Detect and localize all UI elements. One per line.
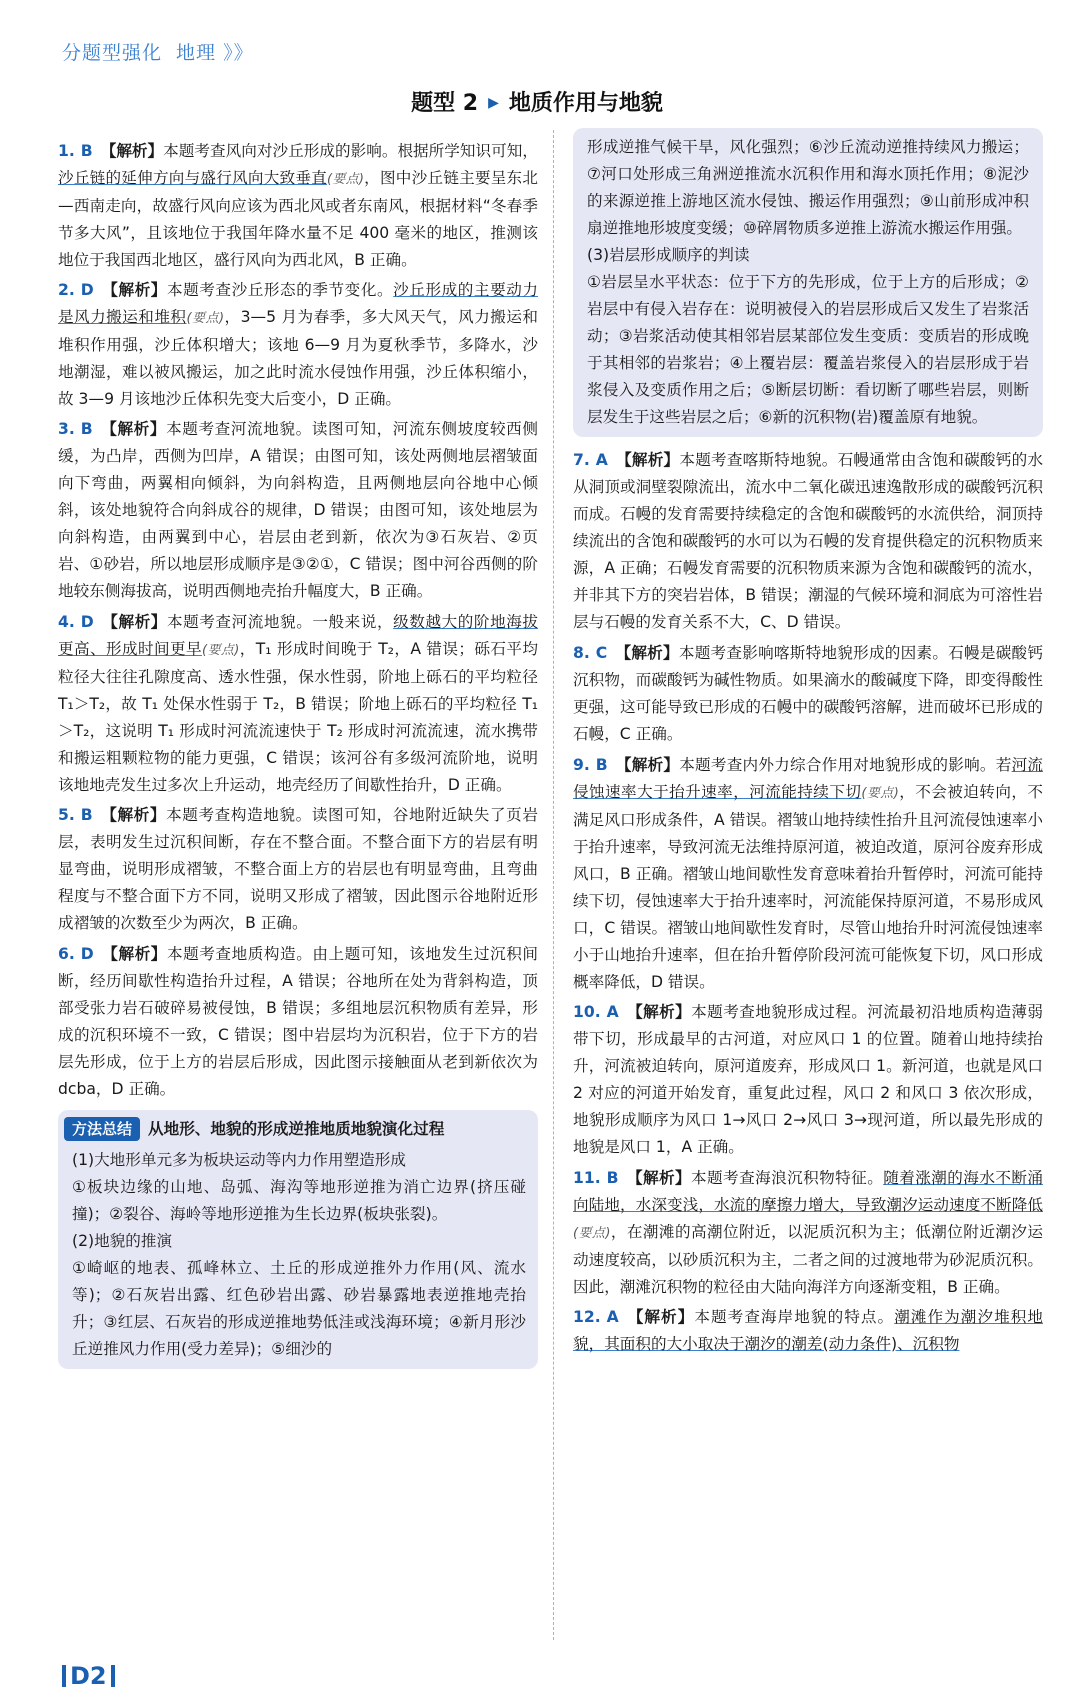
answer-item	[58, 609, 538, 799]
answer-letter: A	[606, 1003, 619, 1021]
answer-letter: B	[80, 806, 93, 824]
answer-letter: D	[80, 613, 94, 631]
analysis-text-cont: ，T₁ 形成时间晚于 T₂，A 错误；砾石平均粒径大往往孔隙度高、透水性强，保水性弱，阶地上砾石的平均粒径 T₁＞T₂，故 T₁ 处保水性弱于 T₂，B 错误；阶地上砾石的平均粒径 T₁＞T₂，这说明 T₁ 形成时河流流速快于 T₂ 形成时河流流速，流水携带和搬运粗颗粒物的能力更强，C 错误；该河谷有多级河流阶地，说明该地地壳发生过多次上升运动，地壳经历了间歇性抬升，D 正确。	[58, 640, 538, 794]
analysis-text: 本题考查河流地貌。一般来说，	[166, 613, 394, 631]
analysis-text: 本题考查风向对沙丘形成的影响。根据所学知识可知，	[163, 142, 538, 160]
method-line: (2)地貌的推演	[72, 1232, 173, 1250]
title-type: 题型 2	[411, 91, 479, 116]
answer-item	[58, 138, 538, 274]
method-line: (1)大地形单元多为板块运动等内力作用塑造形成	[72, 1151, 406, 1169]
series-header	[62, 38, 254, 65]
item-number: 10.	[573, 1003, 601, 1021]
title-name: 地质作用与地貌	[508, 91, 663, 116]
page-number	[58, 1662, 119, 1690]
analysis-text: 本题考查河流地貌。读图可知，河流东侧坡度较西侧缓，为凸岸，西侧为凹岸，A 错误；由图可知，该处两侧地层褶皱面向下弯曲，两翼相向倾斜，为向斜构造，且两侧地层向谷地中心倾斜，该处地貌符合向斜成谷的规律，D 错误；由图可知，该处地层为向斜构造，由两翼到中心，岩层由老到新，依次为③石灰岩、②页岩、①砂岩，所以地层形成顺序是③②①，C 错误；图中河谷西侧的阶地较东侧海拔高，说明西侧地壳抬升幅度大，B 正确。	[58, 420, 538, 600]
analysis-tag: 【解析】	[100, 142, 164, 160]
answer-letter: A	[595, 451, 608, 469]
column-divider	[553, 130, 555, 1640]
answer-item	[58, 802, 538, 938]
analysis-text: 本题考查海浪沉积物特征。	[691, 1169, 884, 1187]
analysis-text-cont: ，3—5 月为春季，多大风天气，风力搬运和堆积作用强，沙丘体积增大；该地 6—9 月为夏秋季节，多降水，沙地潮湿，难以被风搬运，加之此时流水侵蚀作用强，沙丘体积缩小，故 3—9 月该地沙丘体积先变大后变小，D 正确。	[58, 308, 538, 408]
series-label: 分题型强化	[62, 42, 163, 64]
analysis-tag: 【解析】	[626, 1169, 692, 1187]
item-number: 8.	[573, 644, 590, 662]
page-title	[0, 86, 1074, 117]
item-number: 3.	[58, 420, 75, 438]
answer-letter: A	[606, 1308, 619, 1326]
page-bar-right	[111, 1665, 115, 1687]
item-number: 4.	[58, 613, 75, 631]
key-point-text: 沙丘链的延伸方向与盛行风向大致垂直	[58, 169, 328, 187]
answer-item	[573, 999, 1043, 1162]
analysis-text-cont: ，图中沙丘链主要呈东北—西南走向，故盛行风向应该为西北风或者东南风，根据材料“冬春季节多大风”，且该地位于我国年降水量不足 400 毫米的地区，推测该地位于我国西北地区，盛行风向为西北风，B 正确。	[58, 169, 538, 269]
answer-item	[573, 1304, 1043, 1359]
answer-letter: D	[80, 945, 94, 963]
key-point-marker: (要点)	[861, 786, 899, 801]
item-number: 12.	[573, 1308, 601, 1326]
right-column	[573, 128, 1043, 1362]
item-number: 2.	[58, 281, 75, 299]
analysis-text: 本题考查沙丘形态的季节变化。	[166, 281, 394, 299]
answer-item	[573, 640, 1043, 749]
analysis-text: 本题考查喀斯特地貌。石幔通常由含饱和碳酸钙的水从洞顶或洞壁裂隙流出，流水中二氧化碳迅速逸散形成的碳酸钙沉积而成。石幔的发育需要持续稳定的含饱和碳酸钙的水流供给，洞顶持续流出的含饱和碳酸钙的水可以为石幔的发育提供稳定的沉积物质来源，A 正确；石幔发育需要的沉积物质来源为含饱和碳酸钙的流水，并非其下方的突岩岩体，B 错误；潮湿的气候环境和洞底为可溶性岩层与石幔的发育关系不大，C、D 错误。	[573, 451, 1043, 631]
key-point-text: 河流侵蚀速率大于抬升速率，河流能持续下切	[573, 756, 1043, 801]
analysis-tag: 【解析】	[626, 1308, 695, 1326]
answer-letter: B	[606, 1169, 619, 1187]
key-point-text: 沙丘形成的主要动力是风力搬运和堆积	[58, 281, 538, 326]
answer-item	[573, 1165, 1043, 1301]
analysis-text: 本题考查影响喀斯特地貌形成的因素。石幔是碳酸钙沉积物，而碳酸钙为碱性物质。如果滴水的酸碱度下降，即变得酸性更强，这可能导致已形成的石幔中的碳酸钙溶解，进而破坏已形成的石幔，C 正确。	[573, 644, 1043, 743]
item-number: 11.	[573, 1169, 601, 1187]
answer-item	[573, 752, 1043, 996]
analysis-tag: 【解析】	[100, 806, 167, 824]
analysis-text: 本题考查地貌形成过程。河流最初沿地质构造薄弱带下切，形成最早的古河道，对应风口 1 的位置。随着山地持续抬升，河流被迫转向，原河道废弃，形成风口 1。新河道，也就是风口 2 对应的河道开始发育，重复此过程，风口 2 和风口 3 依次形成，地貌形成顺序为风口 1→风口 2→风口 3→现河道，所以最先形成的地貌是风口 1，A 正确。	[573, 1003, 1043, 1156]
key-point-marker: (要点)	[201, 643, 240, 658]
method-summary-box	[58, 1110, 538, 1369]
item-number: 9.	[573, 756, 590, 774]
method-line: ①岩层呈水平状态：位于下方的先形成，位于上方的后形成；②岩层中有侵入岩存在：说明被侵入的岩层形成后又发生了岩浆活动；③岩浆活动使其相邻岩层某部位发生变质：变质岩的形成晚于其相邻的岩浆岩；④上覆岩层：覆盖岩浆侵入的岩层形成于岩浆侵入及变质作用之后；⑤断层切断：看切断了哪些岩层，则断层发生于这些岩层之后；⑥新的沉积物(岩)覆盖原有地貌。	[587, 273, 1029, 426]
method-header	[64, 1116, 526, 1143]
analysis-tag: 【解析】	[101, 613, 167, 631]
analysis-text: 本题考查内外力综合作用对地貌形成的影响。若	[679, 756, 1012, 774]
item-number: 1.	[58, 142, 75, 160]
item-number: 7.	[573, 451, 590, 469]
analysis-text-cont: ，不会被迫转向，不满足风口形成条件，A 错误。褶皱山地持续性抬升且河流侵蚀速率小于抬升速率，导致河流无法维持原河道，被迫改道，原河谷废弃形成风口，B 正确。褶皱山地间歇性发育意味着抬升暂停时，河流可能持续下切，侵蚀速率大于抬升速率时，河流能保持原河道，不易形成风口，C 错误。褶皱山地间歇性发育时，尽管山地抬升时河流侵蚀速率小于山地抬升速率，但在抬升暂停阶段河流可能恢复下切，风口形成概率降低，D 错误。	[573, 783, 1043, 991]
method-line: (3)岩层形成顺序的判读	[587, 246, 750, 264]
answer-letter: B	[595, 756, 608, 774]
analysis-tag: 【解析】	[101, 281, 167, 299]
method-summary-continued	[573, 128, 1043, 437]
method-line: ①板块边缘的山地、岛弧、海沟等地形逆推为消亡边界(挤压碰撞)；②裂谷、海岭等地形逆推为生长边界(板块张裂)。	[72, 1178, 526, 1223]
analysis-tag: 【解析】	[100, 420, 167, 438]
method-title: 从地形、地貌的形成逆推地质地貌演化过程	[148, 1120, 445, 1138]
method-line: ①崎岖的地表、孤峰林立、土丘的形成逆推外力作用(风、流水等)；②石灰岩出露、红色砂岩出露、砂岩暴露地表逆推地壳抬升；③红层、石灰岩的形成逆推地势低洼或浅海环境；④新月形沙丘逆推风力作用(受力差异)；⑤细沙的	[72, 1259, 526, 1358]
analysis-tag: 【解析】	[615, 451, 680, 469]
key-point-text: 潮滩作为潮汐堆积地貌，其面积的大小取决于潮汐的潮差(动力条件)、沉积物	[573, 1308, 1043, 1353]
analysis-tag: 【解析】	[615, 756, 680, 774]
answer-item	[58, 277, 538, 413]
method-line: 形成逆推气候干旱，风化强烈；⑥沙丘流动逆推持续风力搬运；⑦河口处形成三角洲逆推流水沉积作用和海水顶托作用；⑧泥沙的来源逆推上游地区流水侵蚀、搬运作用强烈；⑨山前形成冲积扇逆推地形坡度变缓；⑩碎屑物质多逆推上游流水搬运作用强。	[587, 138, 1029, 237]
answer-item	[58, 416, 538, 606]
answer-letter: D	[80, 281, 94, 299]
answer-letter: B	[80, 420, 93, 438]
analysis-text: 本题考查海岸地貌的特点。	[694, 1308, 895, 1326]
analysis-tag: 【解析】	[626, 1003, 692, 1021]
key-point-marker: (要点)	[573, 1226, 611, 1241]
method-badge: 方法总结	[64, 1117, 140, 1141]
triangle-right-icon: ▶	[488, 95, 499, 111]
key-point-text: 级数越大的阶地海拔更高、形成时间更早	[58, 613, 538, 658]
item-number: 5.	[58, 806, 75, 824]
page-bar-left	[62, 1665, 66, 1687]
key-point-text: 随着涨潮的海水不断涌向陆地，水深变浅，水流的摩擦力增大，导致潮汐运动速度不断降低	[573, 1169, 1043, 1214]
analysis-text-cont: ，在潮滩的高潮位附近，以泥质沉积为主；低潮位附近潮汐运动速度较高，以砂质沉积为主，二者之间的过渡地带为砂泥质沉积。因此，潮滩沉积物的粒径由大陆向海洋方向逐渐变粗，B 正确。	[573, 1223, 1043, 1296]
key-point-marker: (要点)	[186, 311, 225, 326]
answer-letter: C	[595, 644, 608, 662]
chevrons-icon: 》》	[223, 42, 254, 64]
answer-item	[573, 447, 1043, 637]
page-label: D2	[70, 1662, 107, 1690]
subject-label: 地理	[176, 42, 217, 64]
analysis-tag: 【解析】	[101, 945, 167, 963]
item-number: 6.	[58, 945, 75, 963]
answer-letter: B	[80, 142, 93, 160]
analysis-text: 本题考查构造地貌。读图可知，谷地附近缺失了页岩层，表明发生过沉积间断，存在不整合面。不整合面下方的岩层有明显弯曲，说明形成褶皱，不整合面上方的岩层也有明显弯曲，且弯曲程度与不整合面下方不同，说明又形成了褶皱，因此图示谷地附近形成褶皱的次数至少为两次，B 正确。	[58, 806, 538, 932]
key-point-marker: (要点)	[327, 172, 364, 187]
left-column	[58, 138, 538, 1369]
analysis-text: 本题考查地质构造。由上题可知，该地发生过沉积间断，经历间歇性构造抬升过程，A 错误；谷地所在处为背斜构造，顶部受张力岩石破碎易被侵蚀，B 错误；多组地层沉积物质有差异，形成的沉积环境不一致，C 错误；图中岩层均为沉积岩，位于下方的岩层先形成，位于上方的岩层后形成，因此图示接触面从老到新依次为 dcba，D 正确。	[58, 945, 538, 1098]
analysis-tag: 【解析】	[615, 644, 679, 662]
answer-item	[58, 941, 538, 1104]
